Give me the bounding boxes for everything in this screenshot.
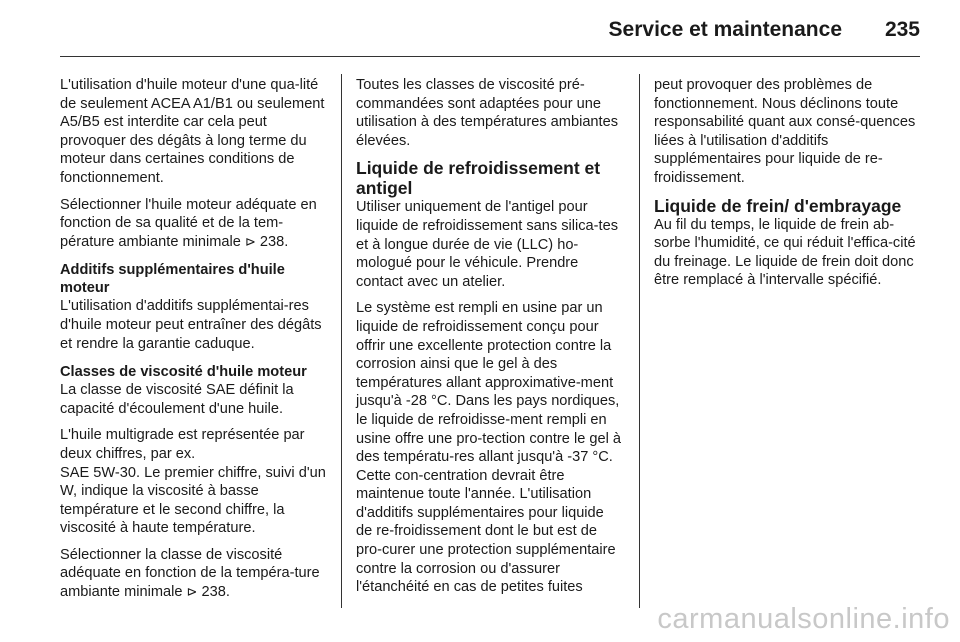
paragraph-coolant-liability: peut provoquer des problèmes de fonctionnement. Nous déclinons toute responsabilité quant aux consé-quences liées à l'utilisation d'additifs supplémentaires pour liquide de re-froidissement. [654,77,916,186]
paragraph-text: Sélectionner l'huile moteur adéquate en fonction de sa qualité et de la tem-pérature ambiante minimale [60,196,317,250]
watermark: carmanualsonline.info [657,603,950,635]
paragraph-oil-additives: L'utilisation d'additifs supplémentai-res d'huile moteur peut entraîner des dégâts et rendre la garantie caduque. [60,298,322,352]
heading-oil-additives: Additifs supplémentaires d'huile moteur [60,262,285,297]
paragraph-oil-selection [60,196,326,252]
column-divider [639,74,640,608]
paragraph-viscosity-selection [60,546,326,602]
column-right [654,76,924,298]
paragraph-brake-fluid: Au fil du temps, le liquide de frein ab-sorbe l'humidité, ce qui réduit l'effica-cité du freinage. Le liquide de frein doit donc être remplacé à l'intervalle spécifié. [654,216,916,289]
heading-coolant: Liquide de refroidissement et antigel [356,158,601,199]
section-title: Service et maintenance [608,18,842,41]
paragraph-text: L'huile multigrade est représentée par deux chiffres, par ex. [60,427,305,462]
paragraph-oil-restriction: L'utilisation d'huile moteur d'une qua-lité de seulement ACEA A1/B1 ou seulement A5/B5 est interdite car cela peut provoquer des dégâts à long terme du moteur dans certaines conditions de fonctionnement. [60,77,325,186]
header-divider [60,56,920,57]
page-number: 235 [884,18,920,41]
heading-brake-fluid: Liquide de frein/ d'embrayage [654,195,902,216]
paragraph-text: SAE 5W-30. Le premier chiffre, suivi d'un W, indique la viscosité à basse température et le second chiffre, la viscosité à haute température. [60,464,326,537]
page-reference-link[interactable]: 238. [201,584,230,601]
page-header [0,0,960,56]
reference-arrow-icon: ⊳ [244,233,256,249]
column-divider [341,74,342,608]
paragraph-multigrade [60,426,326,538]
page-reference-link[interactable]: 238. [259,233,289,250]
paragraph-coolant-factory: Le système est rempli en usine par un liquide de refroidissement conçu pour offrir une excellente protection contre la corrosion ainsi que le gel à des températures allant approximative-ment jusqu'à -28 °C. Dans les pays nordiques, le liquide de refroidisse-ment rempli en usine offre une pro-tection contre le gel à des températu-res allant jusqu'à -37 °C. Cette con-centration devrait être maintenue toute l'année. L'utilisation d'additifs supplémentaires pour liquide de re-froidissement dont le but est de pro-curer une protection supplémentaire contre la corrosion ou d'assurer l'étanchéité en cas de petites fuites [356,300,622,596]
column-left [60,76,326,610]
reference-arrow-icon: ⊳ [186,584,198,600]
paragraph-sae-class: La classe de viscosité SAE définit la capacité d'écoulement d'une huile. [60,382,294,417]
paragraph-coolant-antifreeze: Utiliser uniquement de l'antigel pour liquide de refroidissement sans silica-tes et à longue durée de vie (LLC) ho-mologué pour le véhicule. Prendre contact avec un atelier. [356,199,618,290]
column-middle [356,76,624,605]
heading-viscosity-classes: Classes de viscosité d'huile moteur [60,364,307,381]
paragraph-viscosity-high-temp: Toutes les classes de viscosité pré-commandées sont adaptées pour une utilisation à des températures ambiantes élevées. [356,77,619,149]
paragraph-text: Sélectionner la classe de viscosité adéquate en fonction de la tempéra-ture ambiante minimale [60,546,320,601]
